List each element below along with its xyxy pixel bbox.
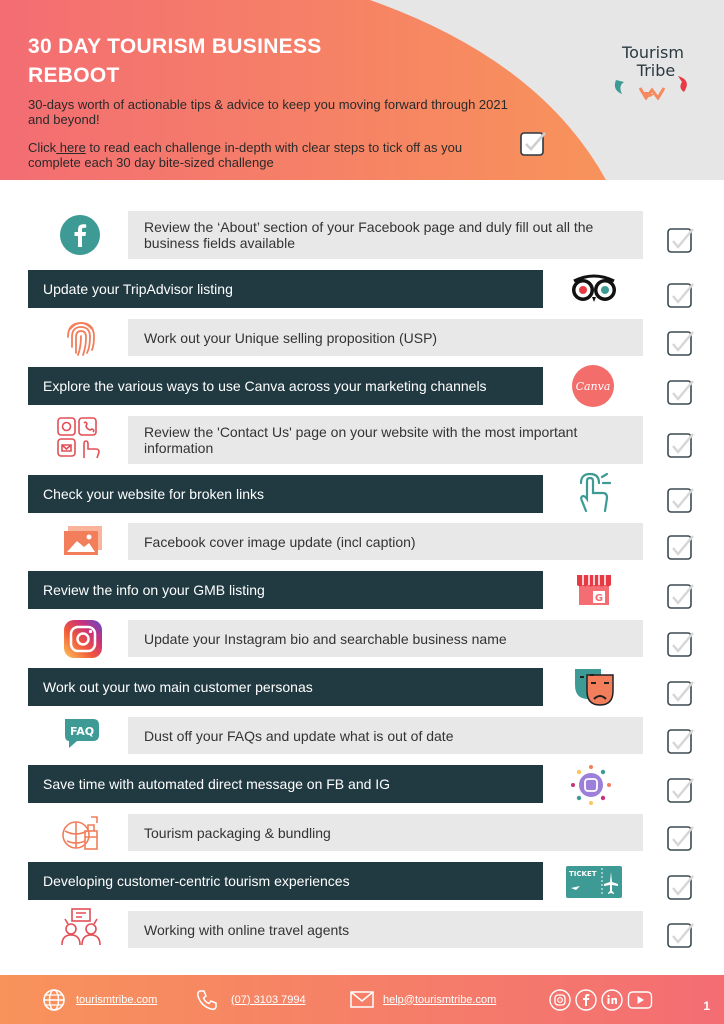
task-checkbox-12[interactable] [666,776,694,804]
footer-email[interactable]: help@tourismtribe.com [383,993,497,1006]
task-label: Update your TripAdvisor listing [43,281,233,297]
store-icon [575,571,613,612]
task-checkbox-10[interactable] [666,679,694,707]
phone-icon [195,988,219,1012]
task-label: Update your Instagram bio and searchable business name [144,630,507,647]
task-checkbox-2[interactable] [666,281,694,309]
tripadvisor-icon [568,273,620,308]
pointer-hand-icon [573,471,613,518]
task-checkbox-15[interactable] [666,921,694,949]
footer-email-link[interactable] [350,975,496,1024]
svg-text:G: G [594,593,604,604]
image-icon [62,525,104,562]
task-label: Developing customer-centric tourism experiences [43,873,350,889]
task-checkbox-7[interactable] [666,533,694,561]
task-item-12 [28,765,543,803]
svg-text:TICKET: TICKET [569,870,597,878]
task-checkbox-4[interactable] [666,378,694,406]
package-icon [61,813,101,858]
title-line-2: REBOOT [28,64,120,87]
here-link[interactable]: here [56,140,86,155]
task-label: Work out your Unique selling proposition (USP) [144,329,438,346]
title-line-1: 30 DAY TOURISM BUSINESS [28,35,322,58]
tourism-tribe-logo [612,44,694,100]
task-checkbox-5[interactable] [666,431,694,459]
contact-icon [56,416,102,465]
footer-phone-link[interactable] [195,975,306,1024]
page-subtitle: 30-days worth of actionable tips & advice to keep you moving forward through 2021 and beyond! [28,97,508,127]
task-checkbox-13[interactable] [666,824,694,852]
task-item-11 [128,717,643,754]
canva-icon [572,365,614,412]
click-instruction [28,140,518,170]
task-checkbox-14[interactable] [666,873,694,901]
masks-icon [571,665,615,712]
task-label: Tourism packaging & bundling [144,824,331,841]
task-item-6 [28,475,543,513]
task-checkbox-1[interactable] [666,226,694,254]
task-label: Save time with automated direct message on FB and IG [43,776,391,792]
task-label: Review the ‘About’ section of your Facebook page and duly fill out all the business fields available [144,219,594,251]
task-item-7 [128,523,643,560]
faq-icon [61,715,103,756]
footer-instagram-icon[interactable] [549,989,571,1011]
page-number: 1 [703,999,710,1013]
task-item-4 [28,367,543,405]
task-item-3 [128,319,643,356]
logo-line-2: Tribe [636,61,676,80]
header-checkbox-icon [519,129,547,157]
task-label: Review the info on your GMB listing [43,582,265,598]
footer [0,975,724,1024]
svg-text:FAQ: FAQ [69,725,95,738]
footer-website[interactable]: tourismtribe.com [76,993,158,1006]
fingerprint-icon [64,317,98,362]
task-item-2 [28,270,543,308]
task-label: Explore the various ways to use Canva across your marketing channels [43,378,487,394]
page-title [28,32,428,90]
agents-icon [60,907,102,952]
task-label: Working with online travel agents [144,921,350,938]
task-item-8 [28,571,543,609]
task-checkbox-6[interactable] [666,486,694,514]
task-item-14 [28,862,543,900]
task-item-1 [128,211,643,259]
task-item-10 [28,668,543,706]
instagram-icon [63,619,103,664]
task-checkbox-8[interactable] [666,582,694,610]
task-item-9 [128,620,643,657]
task-checkbox-11[interactable] [666,727,694,755]
task-label: Facebook cover image update (incl caption) [144,533,416,550]
messaging-icon [569,763,613,812]
footer-phone[interactable]: (07) 3103 7994 [231,993,306,1006]
task-checkbox-3[interactable] [666,329,694,357]
task-item-5 [128,416,643,464]
task-item-13 [128,814,643,851]
task-label: Review the 'Contact Us' page on your website with the most important information [144,424,578,456]
footer-linkedin-icon[interactable] [601,989,623,1011]
task-checkbox-9[interactable] [666,630,694,658]
svg-text:Canva: Canva [575,380,611,393]
click-suffix: to read each challenge in-depth with clear steps to tick off as you complete each 30 day bite-sized challenge [28,140,463,170]
click-prefix: Click [28,140,57,155]
footer-social-icons [549,975,653,1024]
footer-facebook-icon[interactable] [575,989,597,1011]
task-label: Dust off your FAQs and update what is out of date [144,727,454,744]
footer-youtube-icon[interactable] [627,989,653,1011]
ticket-icon [566,866,622,903]
facebook-icon [59,214,101,261]
task-label: Work out your two main customer personas [43,679,313,695]
task-item-15 [128,911,643,948]
globe-icon [42,988,66,1012]
logo-line-1: Tourism [622,43,684,62]
mail-icon [350,990,374,1010]
header-banner [0,0,724,180]
task-label: Check your website for broken links [43,486,264,502]
footer-website-link[interactable] [42,975,157,1024]
